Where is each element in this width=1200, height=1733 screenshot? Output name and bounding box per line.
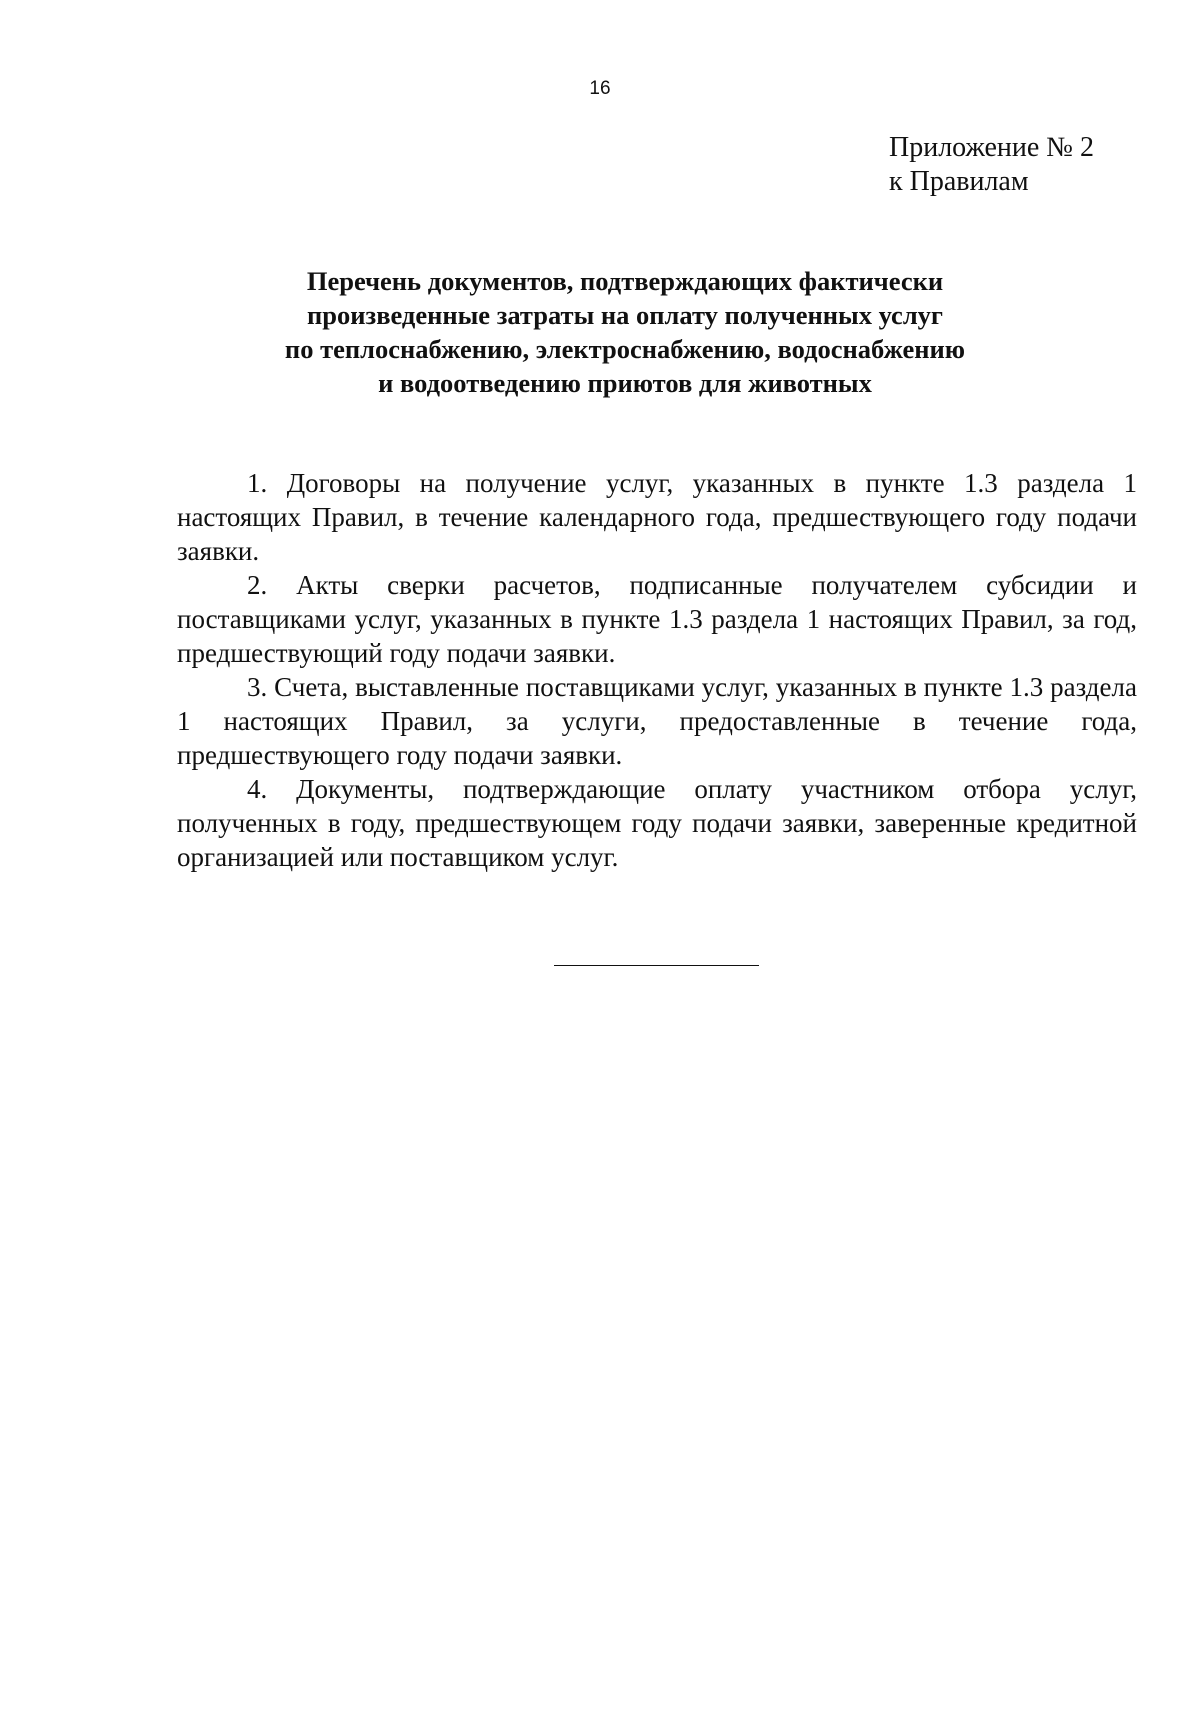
title-line: и водоотведению приютов для животных (378, 368, 872, 398)
title-line: по теплоснабжению, электроснабжению, водоснабжению (284, 334, 966, 364)
appendix-rules-reference: к Правилам (889, 166, 1029, 197)
page-number: 16 (589, 78, 611, 99)
list-item: 4. Документы, подтверждающие оплату участником отбора услуг, полученных в году, предшествующем году подачи заявки, заверенные кредитной организацией или поставщиком услуг. (177, 774, 1137, 872)
document-list (177, 466, 1137, 874)
list-item: 3. Счета, выставленные поставщиками услуг, указанных в пункте 1.3 раздела 1 настоящих Правил, за услуги, предоставленные в течение года, предшествующего году подачи заявки. (177, 672, 1137, 770)
document-title (200, 264, 1050, 400)
appendix-number: Приложение № 2 (889, 132, 1094, 163)
end-separator-line (554, 965, 759, 966)
list-item: 1. Договоры на получение услуг, указанных в пункте 1.3 раздела 1 настоящих Правил, в течение календарного года, предшествующего году подачи заявки. (177, 468, 1137, 566)
title-line: произведенные затраты на оплату полученных услуг (307, 300, 943, 330)
list-item: 2. Акты сверки расчетов, подписанные получателем субсидии и поставщиками услуг, указанных в пункте 1.3 раздела 1 настоящих Правил, за год, предшествующий году подачи заявки. (177, 570, 1137, 668)
appendix-reference (889, 131, 1094, 199)
title-line: Перечень документов, подтверждающих фактически (306, 266, 944, 296)
